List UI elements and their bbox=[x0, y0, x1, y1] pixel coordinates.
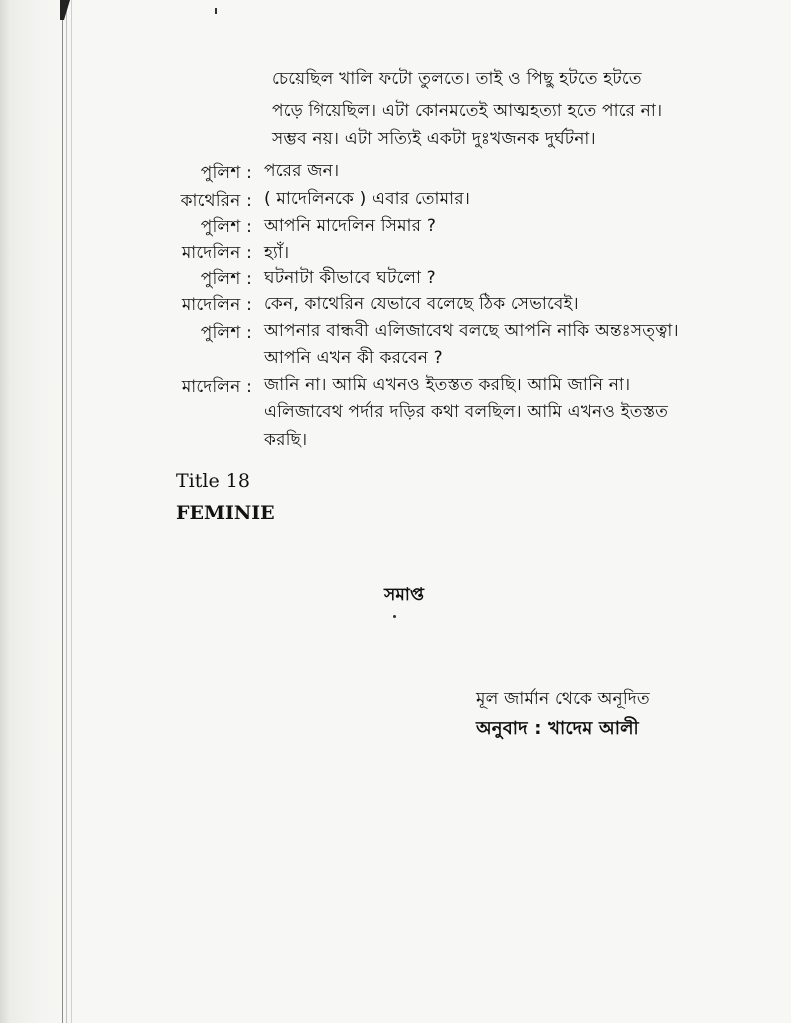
speaker-label: পুলিশ : bbox=[200, 323, 252, 343]
speaker-label: মাদেলিন : bbox=[181, 295, 252, 315]
continuation-line: চেয়েছিল খালি ফটো তুলতে। তাই ও পিছু হটতে হটতে bbox=[272, 69, 642, 89]
dialogue-line: আপনার বান্ধবী এলিজাবেথ বলছে আপনি নাকি অন্তঃসত্ত্বা। bbox=[264, 321, 679, 341]
dialogue-line: আপনি মাদেলিন সিমার ? bbox=[264, 216, 437, 236]
translator-credit: অনুবাদ : খাদেম আলী bbox=[476, 718, 639, 739]
binding-line bbox=[62, 0, 63, 1023]
translation-note: মূল জার্মান থেকে অনূদিত bbox=[476, 689, 650, 709]
dialogue-line: করছি। bbox=[264, 430, 308, 450]
title-label: Title 18 bbox=[176, 470, 250, 492]
scan-speck bbox=[215, 8, 217, 14]
speaker-label: পুলিশ : bbox=[200, 269, 252, 289]
dialogue-line: কেন, কাথেরিন যেভাবে বলেছে ঠিক সেভাবেই। bbox=[264, 294, 579, 314]
speaker-label: পুলিশ : bbox=[200, 163, 252, 183]
dialogue-line: এলিজাবেথ পর্দার দড়ির কথা বলছিল। আমি এখনও ইতস্তত bbox=[264, 402, 669, 422]
speaker-label: কাথেরিন : bbox=[180, 191, 252, 211]
speaker-label: মাদেলিন : bbox=[181, 243, 252, 263]
dialogue-line: জানি না। আমি এখনও ইতস্তত করছি। আমি জানি না। bbox=[264, 375, 631, 395]
end-text: সমাপ্ত bbox=[384, 585, 425, 605]
title-name: FEMINIE bbox=[176, 502, 275, 524]
dialogue-line: হ্যাঁ। bbox=[264, 243, 290, 263]
dialogue-line: আপনি এখন কী করবেন ? bbox=[264, 348, 443, 368]
speaker-label: পুলিশ : bbox=[200, 217, 252, 237]
binding-line bbox=[71, 0, 72, 1023]
continuation-line: পড়ে গিয়েছিল। এটা কোনমতেই আত্মহত্যা হতে পারে না। bbox=[272, 101, 663, 121]
speaker-label: মাদেলিন : bbox=[181, 377, 252, 397]
binding-line bbox=[66, 0, 67, 1023]
dialogue-line: পরের জন। bbox=[264, 161, 340, 181]
continuation-line: সম্ভব নয়। এটা সত্যিই একটা দুঃখজনক দুর্ঘটনা। bbox=[272, 129, 596, 149]
end-dot bbox=[393, 615, 396, 618]
dialogue-line: ঘটনাটা কীভাবে ঘটলো ? bbox=[264, 268, 436, 288]
dialogue-line: ( মাদেলিনকে ) এবার তোমার। bbox=[264, 189, 471, 209]
